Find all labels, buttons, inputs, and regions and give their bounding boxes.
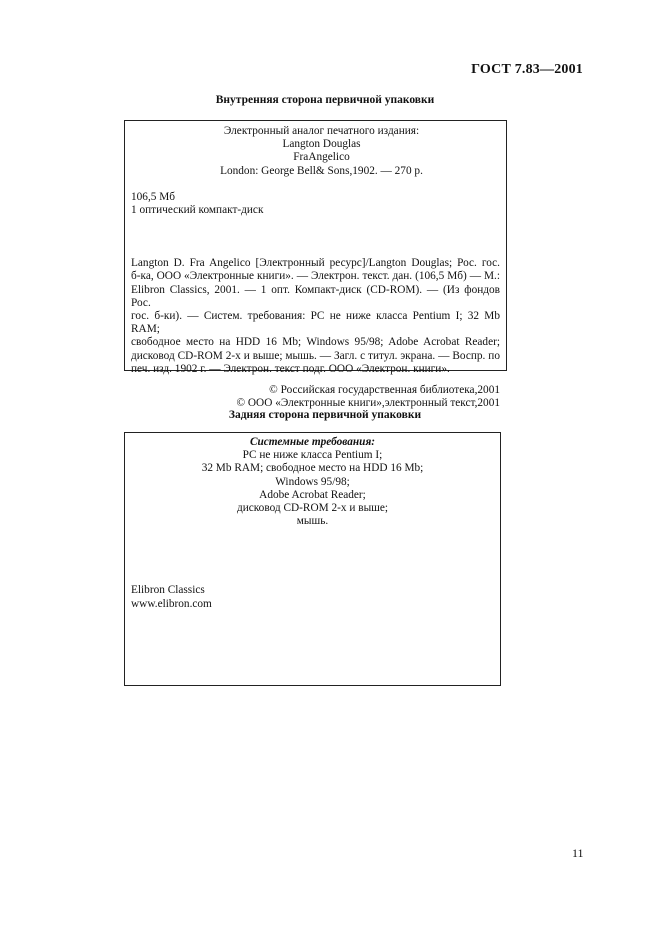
copyright-publisher: © ООО «Электронные книги»,электронный текст,2001: [236, 397, 500, 410]
back-side-panel: [124, 432, 501, 686]
description-line: гос. б-ки). — Систем. требования: PC не ниже класса Pentium I; 32 Mb RAM;: [131, 310, 500, 336]
description-line: Elibron Classics, 2001. — 1 опт. Компакт-диск (CD-ROM). — (Из фондов Рос.: [131, 283, 500, 309]
description-last-line: печ. изд. 1902 г. — Электрон. текст подг. ООО «Электрон. книги».: [131, 362, 450, 375]
back-side-heading: Задняя сторона первичной упаковки: [228, 409, 422, 421]
requirements-line: Windows 95/98;: [275, 475, 350, 488]
copyright-block: [131, 384, 500, 410]
description-line: свободное место на HDD 16 Mb; Windows 95/98; Adobe Acrobat Reader;: [131, 336, 500, 349]
requirements-line: мышь.: [296, 515, 329, 528]
inner-side-panel: [124, 120, 507, 410]
page-number: 11: [572, 846, 584, 860]
requirements-line: дисковод CD-ROM 2-х и выше;: [236, 502, 389, 515]
volume-size: 106,5 Мб: [131, 190, 176, 203]
publisher-name: Elibron Classics: [131, 584, 205, 597]
publisher-website: www.elibron.com: [131, 597, 212, 610]
edition-title-block: [143, 125, 500, 178]
description-line: б-ка, ООО «Электронные книги». — Электрон. текст. дан. (106,5 Мб) — М.:: [131, 270, 500, 283]
requirements-block: [131, 436, 494, 528]
publisher-block: [131, 584, 494, 610]
requirements-title: Системные требования:: [249, 436, 376, 448]
requirements-line: Adobe Acrobat Reader;: [259, 488, 366, 501]
volume-info: [131, 191, 500, 217]
description-line: Langton D. Fra Angelico [Электронный ресурс]/Langton Douglas; Рос. гос.: [131, 257, 500, 270]
description-line: дисковод CD-ROM 2-х и выше; мышь. — Загл. с титул. экрана. — Воспр. по: [131, 349, 500, 362]
inner-side-heading: Внутренняя сторона первичной упаковки: [215, 94, 435, 106]
edition-author-line: Langton Douglas: [282, 138, 361, 151]
requirements-line: 32 Mb RAM; свободное место на HDD 16 Mb;: [201, 462, 424, 475]
edition-imprint-line: London: George Bell& Sons,1902. — 270 р.: [220, 164, 423, 177]
copyright-library: © Российская государственная библиотека,2001: [269, 384, 500, 397]
bibliographic-description: [131, 257, 500, 363]
standard-header: ГОСТ 7.83—2001: [471, 62, 583, 77]
edition-work-line: FraAngelico: [293, 151, 350, 164]
carrier-count: 1 оптический компакт-диск: [131, 204, 264, 217]
requirements-line: PC не ниже класса Pentium I;: [242, 449, 383, 462]
edition-title-line: Электронный аналог печатного издания:: [223, 125, 420, 137]
